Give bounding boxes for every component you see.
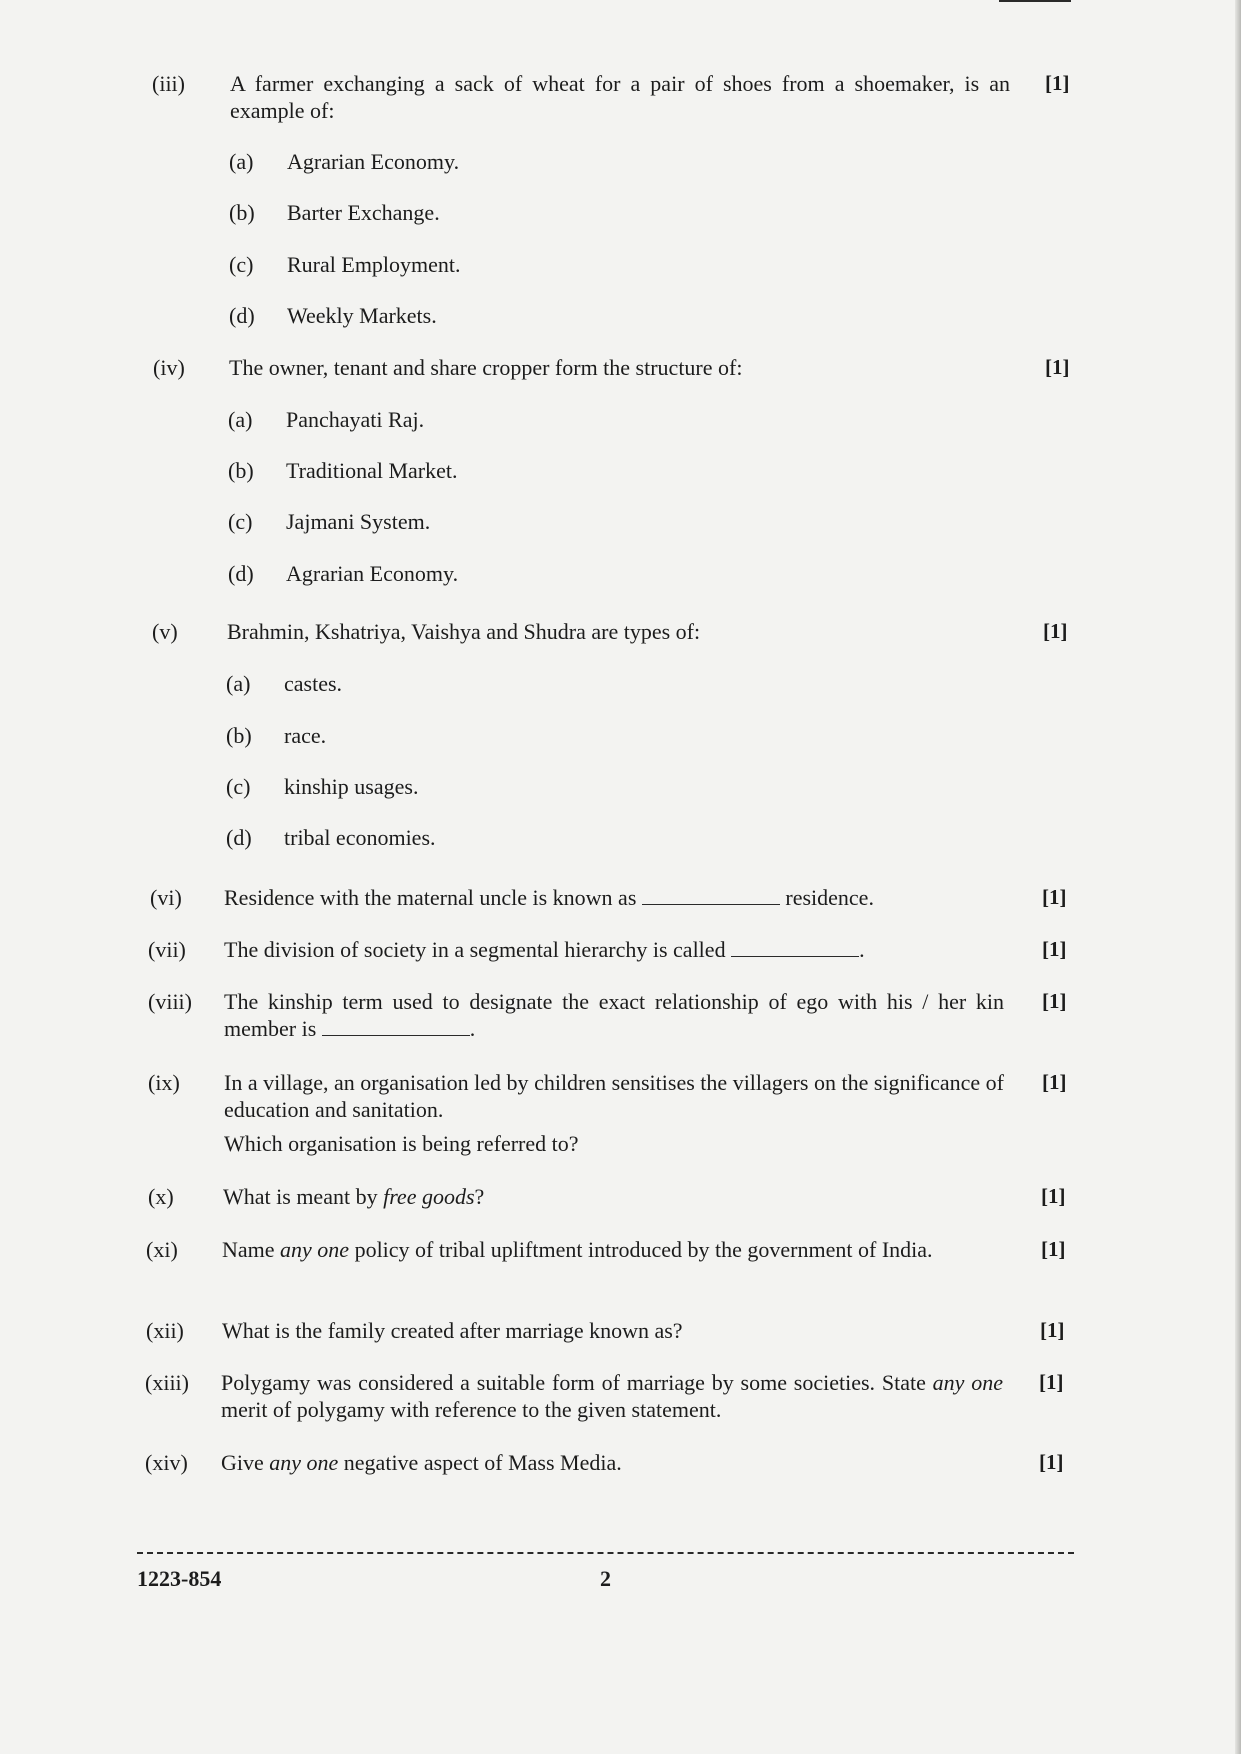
question-stem bbox=[222, 1236, 1002, 1263]
answer-blank bbox=[322, 1017, 470, 1036]
question-number: (iv) bbox=[153, 355, 185, 380]
option-letter: (c) bbox=[229, 252, 254, 277]
question-stem bbox=[224, 936, 1014, 963]
question-number: (x) bbox=[148, 1184, 174, 1209]
marks-label: [1] bbox=[1039, 1450, 1064, 1474]
stem-before: What is meant by bbox=[223, 1184, 378, 1209]
marks-label: [1] bbox=[1042, 937, 1067, 961]
option-letter: (b) bbox=[226, 723, 252, 748]
question-stem bbox=[224, 988, 1004, 1042]
question-number: (viii) bbox=[148, 989, 192, 1014]
question-text bbox=[224, 936, 1014, 963]
page-number: 2 bbox=[600, 1566, 611, 1591]
question-number: (xii) bbox=[146, 1318, 184, 1343]
stem-before: Name bbox=[222, 1237, 275, 1262]
stem-before: Give bbox=[221, 1450, 264, 1475]
question-stem bbox=[224, 884, 1014, 911]
option-text: Agrarian Economy. bbox=[287, 149, 460, 174]
footer-divider bbox=[137, 1552, 1074, 1554]
marks-label: [1] bbox=[1039, 1370, 1064, 1394]
question-stem: In a village, an organisation led by children sensitises the villagers on the significance of education and sanitation. bbox=[224, 1070, 1004, 1122]
option-letter: (a) bbox=[229, 149, 254, 174]
marks-label: [1] bbox=[1042, 885, 1067, 909]
question-stem: A farmer exchanging a sack of wheat for a pair of shoes from a shoemaker, is an example of: bbox=[230, 71, 1010, 123]
answer-blank bbox=[642, 886, 780, 905]
stem-before: The division of society in a segmental hierarchy is called bbox=[224, 937, 726, 962]
option-letter: (d) bbox=[229, 303, 255, 328]
question-number: (v) bbox=[152, 619, 178, 644]
option-text: castes. bbox=[284, 671, 343, 696]
question-text bbox=[221, 1449, 1011, 1476]
option-letter: (a) bbox=[228, 407, 253, 432]
stem-after: . bbox=[859, 937, 865, 962]
question-text bbox=[229, 354, 1009, 381]
marks-label: [1] bbox=[1045, 71, 1070, 95]
question-text bbox=[223, 1183, 1013, 1210]
marks-label: [1] bbox=[1040, 1318, 1065, 1342]
option-letter: (b) bbox=[229, 200, 255, 225]
stem-after: ? bbox=[474, 1184, 485, 1209]
question-number: (vi) bbox=[150, 885, 182, 910]
option-text: Traditional Market. bbox=[286, 458, 458, 483]
option-letter: (b) bbox=[228, 458, 254, 483]
question-text bbox=[221, 1369, 1003, 1423]
option-letter: (c) bbox=[226, 774, 251, 799]
question-stem bbox=[221, 1449, 1011, 1476]
marks-label: [1] bbox=[1042, 1070, 1067, 1094]
option-text: Rural Employment. bbox=[287, 252, 461, 277]
question-text bbox=[222, 1236, 1002, 1263]
question-number: (xiv) bbox=[145, 1450, 188, 1475]
stem-emphasis: any one bbox=[932, 1370, 1004, 1395]
stem-after: negative aspect of Mass Media. bbox=[343, 1450, 622, 1475]
marks-label: [1] bbox=[1041, 1237, 1066, 1261]
option-text: Agrarian Economy. bbox=[286, 561, 459, 586]
option-text: kinship usages. bbox=[284, 774, 419, 799]
option-text: tribal economies. bbox=[284, 825, 436, 850]
answer-blank bbox=[731, 938, 859, 957]
question-text bbox=[230, 70, 1010, 124]
marks-label: [1] bbox=[1045, 355, 1070, 379]
option-letter: (a) bbox=[226, 671, 251, 696]
question-number: (ix) bbox=[148, 1070, 180, 1095]
option-text: race. bbox=[284, 723, 327, 748]
option-letter: (c) bbox=[228, 509, 253, 534]
marks-label: [1] bbox=[1043, 619, 1068, 643]
marks-label: [1] bbox=[1041, 1184, 1066, 1208]
question-number: (xi) bbox=[146, 1237, 178, 1262]
stem-emphasis: any one bbox=[269, 1450, 339, 1475]
option-letter: (d) bbox=[226, 825, 252, 850]
top-edge-mark bbox=[999, 0, 1071, 2]
stem-emphasis: free goods bbox=[383, 1184, 475, 1209]
question-stem: What is the family created after marriage known as? bbox=[222, 1318, 683, 1343]
question-stem bbox=[223, 1183, 1013, 1210]
stem-after: policy of tribal upliftment introduced by the government of India. bbox=[354, 1237, 933, 1262]
question-text bbox=[224, 1069, 1004, 1157]
option-text: Jajmani System. bbox=[286, 509, 431, 534]
question-stem bbox=[221, 1369, 1003, 1423]
option-letter: (d) bbox=[228, 561, 254, 586]
question-text bbox=[224, 884, 1014, 911]
question-text bbox=[227, 618, 1007, 645]
question-number: (xiii) bbox=[145, 1370, 189, 1395]
stem-before: The kinship term used to designate the exact relationship of ego with his / her kin member is bbox=[224, 989, 1004, 1041]
stem-after: . bbox=[469, 1016, 476, 1041]
stem-after: merit of polygamy with reference to the given statement. bbox=[221, 1397, 722, 1422]
marks-label: [1] bbox=[1042, 989, 1067, 1013]
stem-before: Residence with the maternal uncle is known as bbox=[224, 885, 637, 910]
question-text bbox=[222, 1317, 1012, 1344]
option-text: Panchayati Raj. bbox=[286, 407, 425, 432]
page-edge bbox=[1235, 0, 1241, 1754]
stem-emphasis: any one bbox=[280, 1237, 350, 1262]
stem-before: Polygamy was considered a suitable form of marriage by some societies. State bbox=[221, 1370, 926, 1395]
question-number: (vii) bbox=[148, 937, 186, 962]
question-text bbox=[224, 988, 1004, 1042]
stem-after: residence. bbox=[785, 885, 874, 910]
paper-code: 1223-854 bbox=[137, 1566, 222, 1591]
option-text: Barter Exchange. bbox=[287, 200, 440, 225]
question-number: (iii) bbox=[152, 71, 185, 96]
option-text: Weekly Markets. bbox=[287, 303, 437, 328]
question-stem: The owner, tenant and share cropper form the structure of: bbox=[229, 355, 743, 380]
question-stem: Brahmin, Kshatriya, Vaishya and Shudra are types of: bbox=[227, 619, 701, 644]
question-followup: Which organisation is being referred to? bbox=[224, 1131, 579, 1156]
